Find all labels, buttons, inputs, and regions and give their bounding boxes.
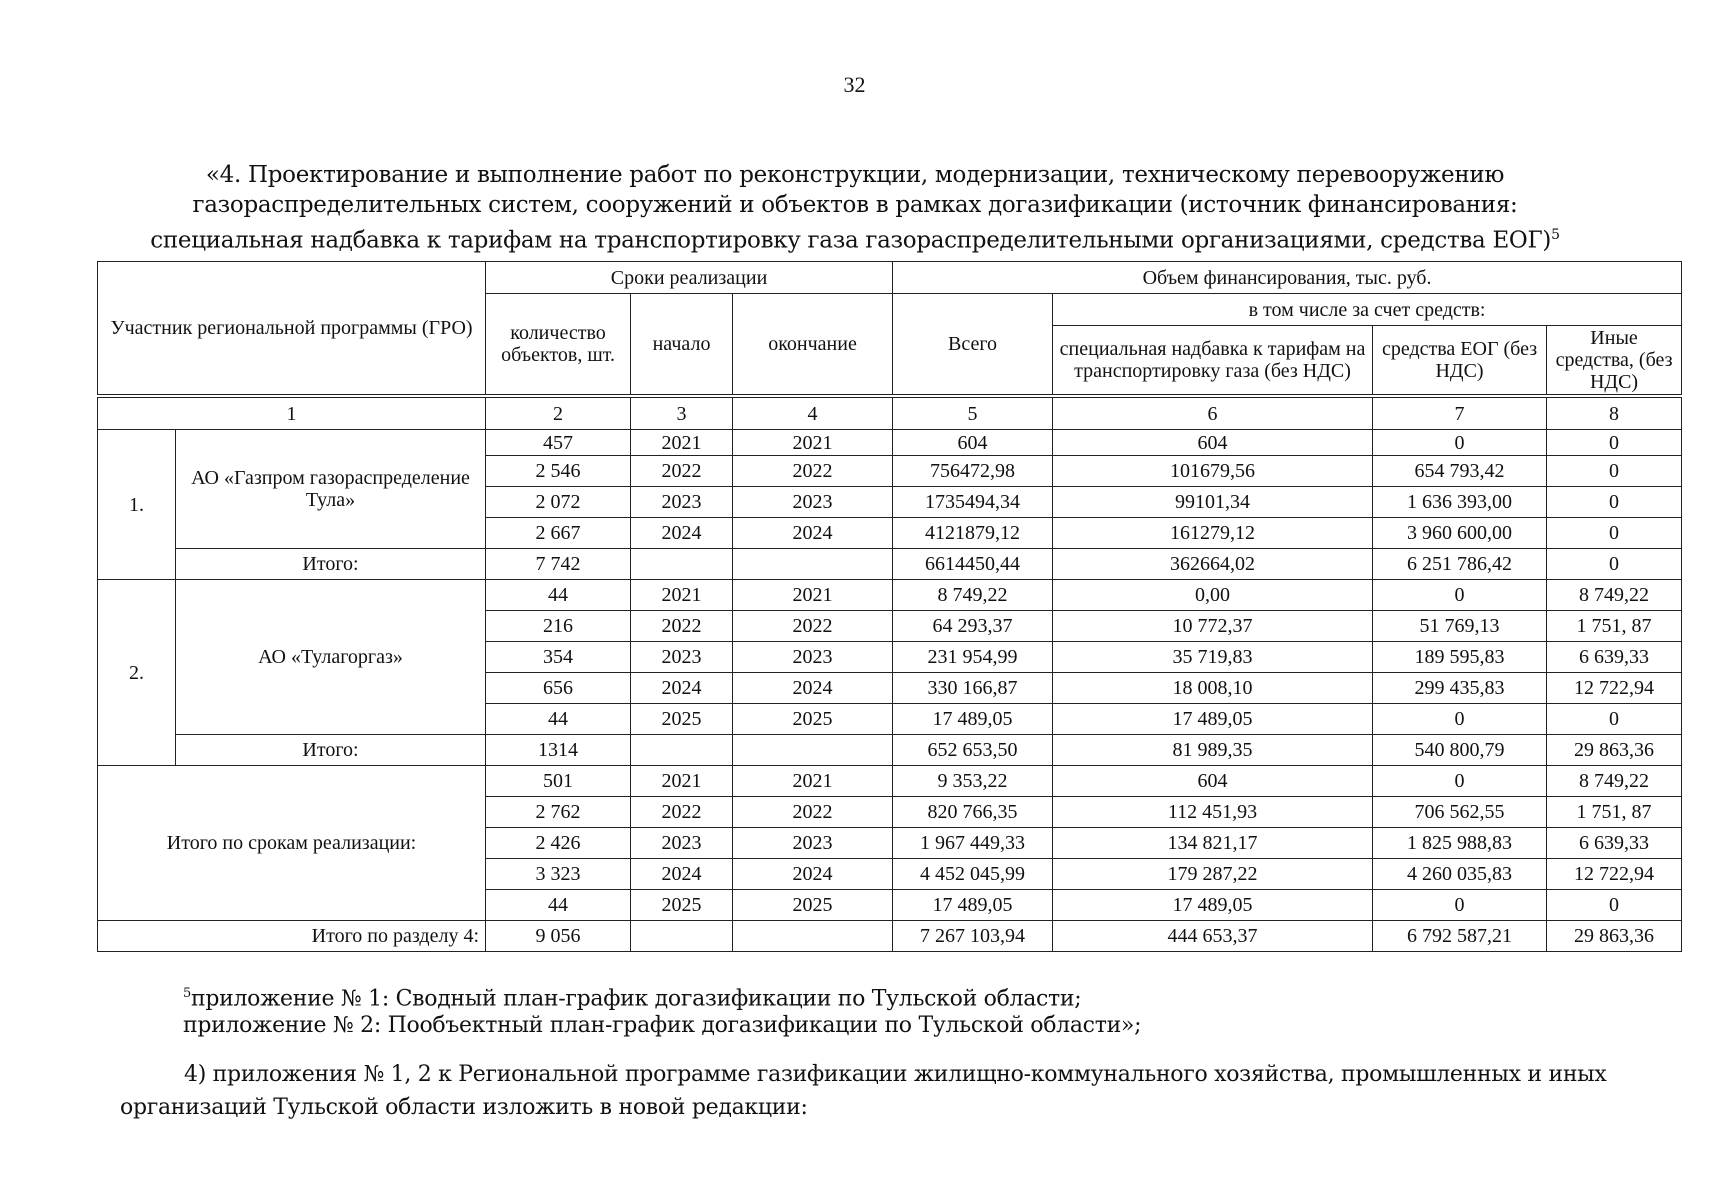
cell-end: 2021 [733, 580, 893, 611]
col-num-6: 6 [1053, 396, 1373, 430]
cell-eog: 706 562,55 [1373, 797, 1547, 828]
cell-start: 2021 [631, 430, 733, 456]
cell-surcharge: 134 821,17 [1053, 828, 1373, 859]
cell-eog: 6 251 786,42 [1373, 549, 1547, 580]
cell-total: 330 166,87 [893, 673, 1053, 704]
header-funding-group: Объем финансирования, тыс. руб. [893, 262, 1682, 294]
cell-eog: 0 [1373, 580, 1547, 611]
header-count: количество объектов, шт. [486, 294, 631, 397]
cell-total: 604 [893, 430, 1053, 456]
cell-eog: 0 [1373, 430, 1547, 456]
cell-surcharge: 362664,02 [1053, 549, 1373, 580]
cell-other: 12 722,94 [1547, 859, 1682, 890]
cell-count: 44 [486, 580, 631, 611]
cell-other: 0 [1547, 487, 1682, 518]
cell-total: 1735494,34 [893, 487, 1053, 518]
cell-count: 216 [486, 611, 631, 642]
column-numbers-row [98, 396, 1682, 430]
cell-count: 3 323 [486, 859, 631, 890]
section-heading [120, 160, 1590, 256]
cell-end: 2025 [733, 704, 893, 735]
header-start: начало [631, 294, 733, 397]
cell-count: 9 056 [486, 921, 631, 952]
cell-start: 2021 [631, 580, 733, 611]
cell-surcharge: 18 008,10 [1053, 673, 1373, 704]
cell-eog: 3 960 600,00 [1373, 518, 1547, 549]
section-total-label: Итого по разделу 4: [98, 921, 486, 952]
cell-end: 2024 [733, 673, 893, 704]
cell-total: 9 353,22 [893, 766, 1053, 797]
by-period-label: Итого по срокам реализации: [98, 766, 486, 921]
group-name: АО «Газпром газораспределение Тула» [176, 430, 486, 549]
subtotal-row [98, 735, 1682, 766]
cell-end: 2023 [733, 828, 893, 859]
financing-table [97, 261, 1682, 952]
footnote [183, 980, 1141, 1039]
header-other: Иные средства, (без НДС) [1547, 326, 1682, 397]
cell-surcharge: 10 772,37 [1053, 611, 1373, 642]
cell-start: 2025 [631, 890, 733, 921]
cell-total: 6614450,44 [893, 549, 1053, 580]
subtotal-label: Итого: [176, 549, 486, 580]
cell-total: 820 766,35 [893, 797, 1053, 828]
cell-count: 2 546 [486, 456, 631, 487]
cell-end: 2024 [733, 859, 893, 890]
cell-other: 8 749,22 [1547, 766, 1682, 797]
cell-total: 231 954,99 [893, 642, 1053, 673]
subtotal-label: Итого: [176, 735, 486, 766]
footnote-mark: 5 [1551, 227, 1560, 243]
cell-total: 17 489,05 [893, 890, 1053, 921]
cell-start [631, 735, 733, 766]
cell-start: 2021 [631, 766, 733, 797]
cell-end: 2023 [733, 487, 893, 518]
cell-surcharge: 17 489,05 [1053, 890, 1373, 921]
col-num-2: 2 [486, 396, 631, 430]
header-end: окончание [733, 294, 893, 397]
cell-surcharge: 35 719,83 [1053, 642, 1373, 673]
cell-count: 2 072 [486, 487, 631, 518]
col-num-3: 3 [631, 396, 733, 430]
cell-count: 7 742 [486, 549, 631, 580]
cell-eog: 1 825 988,83 [1373, 828, 1547, 859]
cell-eog: 540 800,79 [1373, 735, 1547, 766]
cell-start [631, 921, 733, 952]
header-surcharge: специальная надбавка к тарифам на транспортировку газа (без НДС) [1053, 326, 1373, 397]
cell-eog: 189 595,83 [1373, 642, 1547, 673]
cell-eog: 51 769,13 [1373, 611, 1547, 642]
cell-start: 2024 [631, 673, 733, 704]
cell-count: 1314 [486, 735, 631, 766]
cell-surcharge: 179 287,22 [1053, 859, 1373, 890]
cell-other: 0 [1547, 456, 1682, 487]
cell-total: 8 749,22 [893, 580, 1053, 611]
page-number: 32 [843, 72, 866, 97]
cell-total: 7 267 103,94 [893, 921, 1053, 952]
group-name: АО «Тулагоргаз» [176, 580, 486, 735]
cell-other: 1 751, 87 [1547, 797, 1682, 828]
cell-count: 501 [486, 766, 631, 797]
cell-eog: 0 [1373, 766, 1547, 797]
cell-count: 44 [486, 704, 631, 735]
cell-other: 29 863,36 [1547, 921, 1682, 952]
header-eog: средства ЕОГ (без НДС) [1373, 326, 1547, 397]
cell-end: 2021 [733, 766, 893, 797]
cell-total: 64 293,37 [893, 611, 1053, 642]
table-row [98, 580, 1682, 611]
heading-line-2: газораспределительных систем, сооружений и объектов в рамках догазификации (источник финансирования: [192, 192, 1518, 218]
footnote-line-1: $^5$приложение № 1: Сводный план-график догазификации по Тульской области; [183, 986, 1082, 1012]
cell-other: 29 863,36 [1547, 735, 1682, 766]
header-participant: Участник региональной программы (ГРО) [98, 262, 486, 397]
col-num-5: 5 [893, 396, 1053, 430]
cell-surcharge: 604 [1053, 430, 1373, 456]
table-row [98, 430, 1682, 456]
heading-line-1: «4. Проектирование и выполнение работ по реконструкции, модернизации, техническому перевооружению [205, 162, 1505, 188]
cell-start: 2024 [631, 859, 733, 890]
cell-eog: 4 260 035,83 [1373, 859, 1547, 890]
cell-total: 4121879,12 [893, 518, 1053, 549]
cell-end: 2022 [733, 611, 893, 642]
cell-other: 8 749,22 [1547, 580, 1682, 611]
cell-other: 0 [1547, 518, 1682, 549]
cell-other: 0 [1547, 430, 1682, 456]
cell-count: 2 426 [486, 828, 631, 859]
cell-eog: 0 [1373, 704, 1547, 735]
group-number: 2. [98, 580, 176, 766]
cell-start: 2023 [631, 487, 733, 518]
cell-end: 2023 [733, 642, 893, 673]
subtotal-row [98, 549, 1682, 580]
cell-total: 652 653,50 [893, 735, 1053, 766]
cell-eog: 654 793,42 [1373, 456, 1547, 487]
cell-surcharge: 17 489,05 [1053, 704, 1373, 735]
group-number: 1. [98, 430, 176, 580]
cell-other: 1 751, 87 [1547, 611, 1682, 642]
cell-surcharge: 112 451,93 [1053, 797, 1373, 828]
header-timing-group: Сроки реализации [486, 262, 893, 294]
cell-start: 2022 [631, 456, 733, 487]
cell-count: 656 [486, 673, 631, 704]
cell-start: 2022 [631, 797, 733, 828]
cell-eog: 1 636 393,00 [1373, 487, 1547, 518]
cell-other: 6 639,33 [1547, 642, 1682, 673]
cell-surcharge: 444 653,37 [1053, 921, 1373, 952]
cell-end: 2024 [733, 518, 893, 549]
cell-start: 2024 [631, 518, 733, 549]
cell-surcharge: 161279,12 [1053, 518, 1373, 549]
cell-surcharge: 101679,56 [1053, 456, 1373, 487]
cell-count: 354 [486, 642, 631, 673]
heading-line-3: специальная надбавка к тарифам на транспортировку газа газораспределительными организациями, средства ЕОГ)$^5$ [150, 227, 1560, 254]
cell-end: 2022 [733, 456, 893, 487]
cell-eog: 299 435,83 [1373, 673, 1547, 704]
cell-end: 2022 [733, 797, 893, 828]
cell-end: 2021 [733, 430, 893, 456]
cell-start: 2023 [631, 642, 733, 673]
cell-count: 457 [486, 430, 631, 456]
cell-count: 2 762 [486, 797, 631, 828]
cell-eog: 6 792 587,21 [1373, 921, 1547, 952]
cell-other: 0 [1547, 704, 1682, 735]
cell-start: 2025 [631, 704, 733, 735]
footnote-line-2: приложение № 2: Пообъектный план-график догазификации по Тульской области»; [183, 1013, 1142, 1039]
header-total: Всего [893, 294, 1053, 397]
cell-start: 2023 [631, 828, 733, 859]
col-num-1: 1 [98, 396, 486, 430]
cell-other: 12 722,94 [1547, 673, 1682, 704]
cell-end [733, 549, 893, 580]
cell-total: 17 489,05 [893, 704, 1053, 735]
cell-count: 2 667 [486, 518, 631, 549]
cell-end [733, 735, 893, 766]
cell-total: 1 967 449,33 [893, 828, 1053, 859]
body-paragraph: 4) приложения № 1, 2 к Региональной программе газификации жилищно-коммунального хозяйства, промышленных и иных организаций Тульской области изложить в новой редакции: [120, 1062, 1607, 1120]
cell-start: 2022 [631, 611, 733, 642]
cell-surcharge: 99101,34 [1053, 487, 1373, 518]
col-num-4: 4 [733, 396, 893, 430]
cell-other: 0 [1547, 549, 1682, 580]
cell-other: 0 [1547, 890, 1682, 921]
table-row [98, 766, 1682, 797]
cell-start [631, 549, 733, 580]
col-num-8: 8 [1547, 396, 1682, 430]
cell-total: 756472,98 [893, 456, 1053, 487]
cell-total: 4 452 045,99 [893, 859, 1053, 890]
cell-surcharge: 604 [1053, 766, 1373, 797]
cell-count: 44 [486, 890, 631, 921]
col-num-7: 7 [1373, 396, 1547, 430]
cell-surcharge: 0,00 [1053, 580, 1373, 611]
cell-end [733, 921, 893, 952]
section-total-row [98, 921, 1682, 952]
header-including-group: в том числе за счет средств: [1053, 294, 1682, 326]
cell-surcharge: 81 989,35 [1053, 735, 1373, 766]
cell-eog: 0 [1373, 890, 1547, 921]
cell-other: 6 639,33 [1547, 828, 1682, 859]
cell-end: 2025 [733, 890, 893, 921]
